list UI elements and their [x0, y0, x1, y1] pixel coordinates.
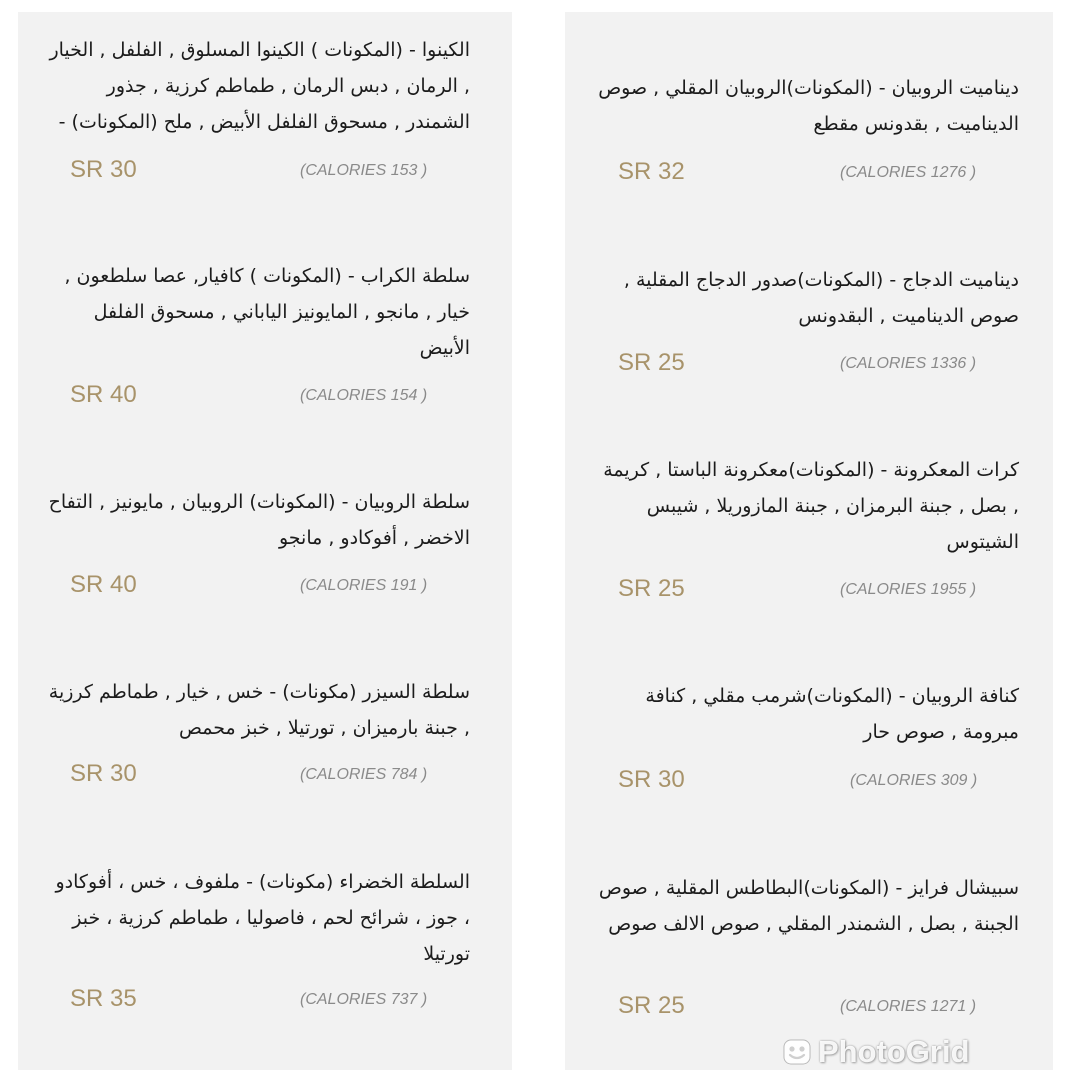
item-calories: (CALORIES 1336 ) [840, 355, 977, 372]
item-calories: (CALORIES 1276 ) [840, 164, 977, 181]
item-price: SR 32 [618, 158, 685, 185]
item-calories: (CALORIES 153 ) [300, 162, 428, 179]
item-price: SR 30 [70, 156, 137, 183]
item-calories: (CALORIES 1955 ) [840, 581, 977, 598]
item-description: سبيشال فرايز - (المكونات)البطاطس المقلية , صوص الجبنة , بصل , الشمندر المقلي , صوص الالف صوص [598, 877, 1019, 935]
left-menu-panel [18, 12, 512, 1070]
photogrid-logo-icon [782, 1037, 812, 1067]
item-calories: (CALORIES 309 ) [850, 772, 978, 789]
item-description: كنافة الروبيان - (المكونات)شرمب مقلي , كنافة مبرومة , صوص حار [645, 685, 1019, 743]
right-menu-panel [565, 12, 1053, 1070]
item-price: SR 40 [70, 381, 137, 408]
item-price: SR 35 [70, 985, 137, 1012]
item-description: الكينوا - (المكونات ) الكينوا المسلوق , الفلفل , الخيار , الرمان , دبس الرمان , طماطم كرزية , جذور الشمندر , مسحوق الفلفل الأبيض , ملح (المكونات) - [49, 39, 470, 133]
item-calories: (CALORIES 737 ) [300, 991, 428, 1008]
item-description: سلطة السيزر (مكونات) - خس , خيار , طماطم كرزية , جبنة بارميزان , تورتيلا , خبز محمص [48, 681, 470, 739]
item-price: SR 40 [70, 571, 137, 598]
item-price: SR 30 [70, 760, 137, 787]
item-price: SR 25 [618, 992, 685, 1019]
item-calories: (CALORIES 191 ) [300, 577, 428, 594]
item-price: SR 25 [618, 349, 685, 376]
item-price: SR 30 [618, 766, 685, 793]
item-description: السلطة الخضراء (مكونات) - ملفوف ، خس ، أفوكادو ، جوز ، شرائح لحم ، فاصوليا ، طماطم كرزية ، خبز تورتيلا [55, 871, 470, 965]
item-description: سلطة الكراب - (المكونات ) كافيار, عصا سلطعون , خيار , مانجو , المايونيز الياباني , مسحوق الفلفل الأبيض [64, 265, 470, 359]
item-calories: (CALORIES 1271 ) [840, 998, 977, 1015]
item-description: كرات المعكرونة - (المكونات)معكرونة الباستا , كريمة , بصل , جبنة البرمزان , جبنة المازوريلا , شيبس الشيتوس [603, 459, 1019, 553]
item-calories: (CALORIES 154 ) [300, 387, 428, 404]
item-description: ديناميت الروبيان - (المكونات)الروبيان المقلي , صوص الديناميت , بقدونس مقطع [598, 77, 1019, 135]
item-price: SR 25 [618, 575, 685, 602]
item-calories: (CALORIES 784 ) [300, 766, 428, 783]
photogrid-watermark [782, 1034, 970, 1070]
item-description: ديناميت الدجاج - (المكونات)صدور الدجاج المقلية , صوص الديناميت , البقدونس [623, 269, 1019, 327]
item-description: سلطة الروبيان - (المكونات) الروبيان , مايونيز , التفاح الاخضر , أفوكادو , مانجو [48, 491, 470, 549]
watermark-text: PhotoGrid [818, 1034, 970, 1069]
